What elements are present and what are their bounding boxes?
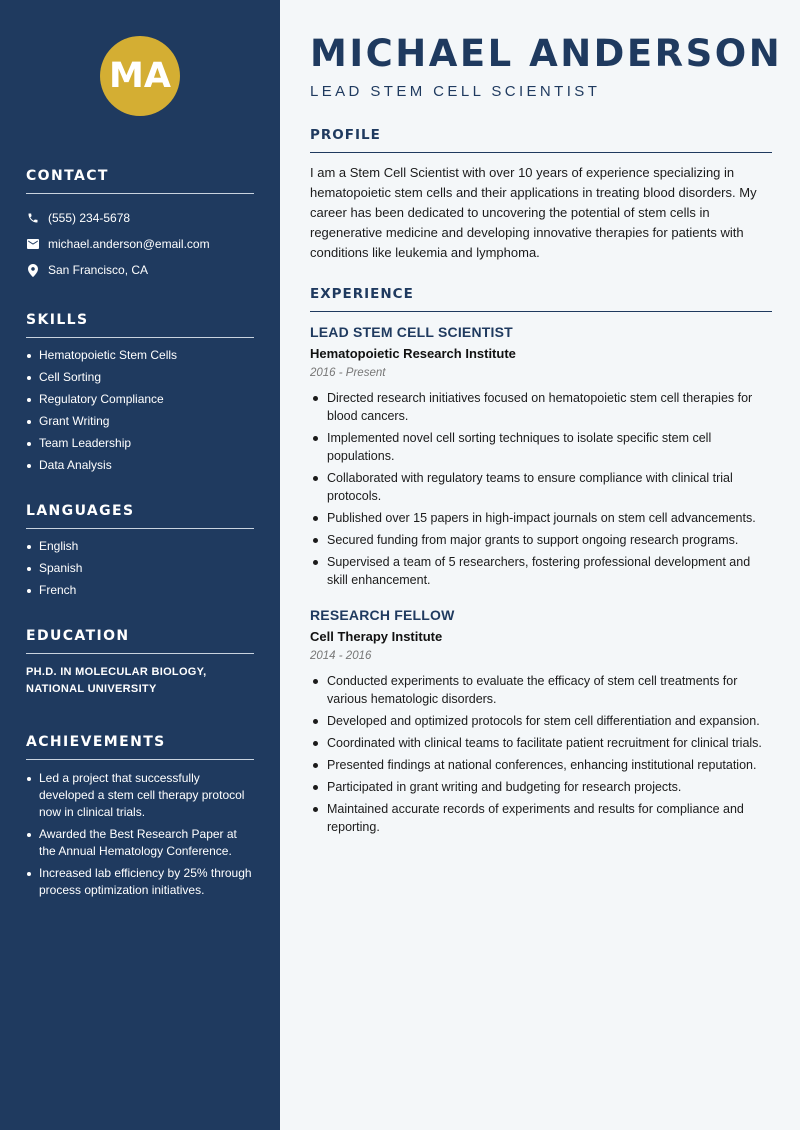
job-company: Cell Therapy Institute bbox=[310, 629, 443, 644]
job-bullet: Directed research initiatives focused on hematopoietic stem cell therapies for blood cancers. bbox=[310, 389, 772, 425]
education-school: NATIONAL UNIVERSITY bbox=[26, 683, 157, 695]
job-entry bbox=[310, 607, 772, 836]
skill-item: Hematopoietic Stem Cells bbox=[26, 348, 254, 363]
languages-heading: LANGUAGES bbox=[26, 503, 254, 529]
achievements-section bbox=[26, 734, 254, 899]
job-bullet: Collaborated with regulatory teams to ensure compliance with clinical trial protocols. bbox=[310, 469, 772, 505]
contact-item-email[interactable] bbox=[26, 231, 254, 257]
job-dates: 2016 - Present bbox=[310, 367, 386, 379]
contact-heading: CONTACT bbox=[26, 168, 254, 194]
education-degree: PH.D. IN MOLECULAR BIOLOGY, bbox=[26, 666, 207, 678]
profile-section bbox=[310, 127, 772, 263]
email-icon bbox=[26, 237, 40, 251]
experience-heading: EXPERIENCE bbox=[310, 286, 772, 312]
achievement-item: Led a project that successfully developed a stem cell therapy protocol now in clinical trials. bbox=[26, 770, 254, 821]
skills-heading: SKILLS bbox=[26, 312, 254, 338]
job-bullet: Published over 15 papers in high-impact journals on stem cell advancements. bbox=[310, 509, 772, 527]
contact-location-text: San Francisco, CA bbox=[48, 263, 149, 277]
job-company: Hematopoietic Research Institute bbox=[310, 346, 516, 361]
achievements-heading: ACHIEVEMENTS bbox=[26, 734, 254, 760]
language-item: French bbox=[26, 583, 254, 598]
contact-phone-text: (555) 234-5678 bbox=[48, 211, 131, 225]
contact-section bbox=[26, 168, 254, 283]
job-dates: 2014 - 2016 bbox=[310, 650, 372, 662]
job-bullet: Maintained accurate records of experiments and results for compliance and reporting. bbox=[310, 800, 772, 836]
job-bullet: Conducted experiments to evaluate the efficacy of stem cell treatments for various hematologic disorders. bbox=[310, 672, 772, 708]
job-bullet: Supervised a team of 5 researchers, fostering professional development and skill enhancement. bbox=[310, 553, 772, 589]
achievement-item: Awarded the Best Research Paper at the Annual Hematology Conference. bbox=[26, 826, 254, 860]
education-entry bbox=[26, 664, 254, 698]
language-item: Spanish bbox=[26, 561, 254, 576]
education-heading: EDUCATION bbox=[26, 628, 254, 654]
language-item: English bbox=[26, 539, 254, 554]
job-title: RESEARCH FELLOW bbox=[310, 607, 455, 623]
contact-email-text: michael.anderson@email.com bbox=[48, 237, 210, 251]
location-pin-icon bbox=[26, 263, 40, 277]
sidebar bbox=[0, 0, 280, 1130]
skill-item: Grant Writing bbox=[26, 414, 254, 429]
job-bullets bbox=[310, 389, 772, 589]
job-bullet: Implemented novel cell sorting techniques to isolate specific stem cell populations. bbox=[310, 429, 772, 465]
job-bullet: Secured funding from major grants to support ongoing research programs. bbox=[310, 531, 772, 549]
achievements-list bbox=[26, 770, 254, 899]
skill-item: Data Analysis bbox=[26, 458, 254, 473]
candidate-role: LEAD STEM CELL SCIENTIST bbox=[310, 83, 601, 100]
education-section bbox=[26, 628, 254, 698]
job-bullet: Developed and optimized protocols for stem cell differentiation and expansion. bbox=[310, 712, 772, 730]
contact-item-location[interactable] bbox=[26, 257, 254, 283]
skill-item: Cell Sorting bbox=[26, 370, 254, 385]
phone-icon bbox=[26, 211, 40, 225]
profile-text: I am a Stem Cell Scientist with over 10 years of experience specializing in hematopoietic stem cells and their applications in treating blood disorders. My career has been dedicated to uncovering the potential of stem cells in regenerative medicine and developing innovative therapies for patients with conditions like leukemia and lymphoma. bbox=[310, 165, 757, 260]
job-bullet: Participated in grant writing and budgeting for research projects. bbox=[310, 778, 772, 796]
experience-section bbox=[310, 286, 772, 836]
contact-list bbox=[26, 205, 254, 283]
job-bullets bbox=[310, 672, 772, 836]
avatar bbox=[100, 36, 180, 116]
achievement-item: Increased lab efficiency by 25% through process optimization initiatives. bbox=[26, 865, 254, 899]
contact-item-phone[interactable] bbox=[26, 205, 254, 231]
job-bullet: Presented findings at national conferences, enhancing institutional reputation. bbox=[310, 756, 772, 774]
skills-section bbox=[26, 312, 254, 473]
skill-item: Team Leadership bbox=[26, 436, 254, 451]
main-content bbox=[310, 32, 783, 840]
skill-item: Regulatory Compliance bbox=[26, 392, 254, 407]
languages-section bbox=[26, 503, 254, 598]
languages-list bbox=[26, 539, 254, 598]
job-title: LEAD STEM CELL SCIENTIST bbox=[310, 324, 513, 340]
profile-heading: PROFILE bbox=[310, 127, 772, 153]
candidate-name: MICHAEL ANDERSON bbox=[310, 32, 783, 75]
job-bullet: Coordinated with clinical teams to facilitate patient recruitment for clinical trials. bbox=[310, 734, 772, 752]
avatar-initials: MA bbox=[109, 56, 171, 96]
skills-list bbox=[26, 348, 254, 473]
job-entry bbox=[310, 324, 772, 589]
